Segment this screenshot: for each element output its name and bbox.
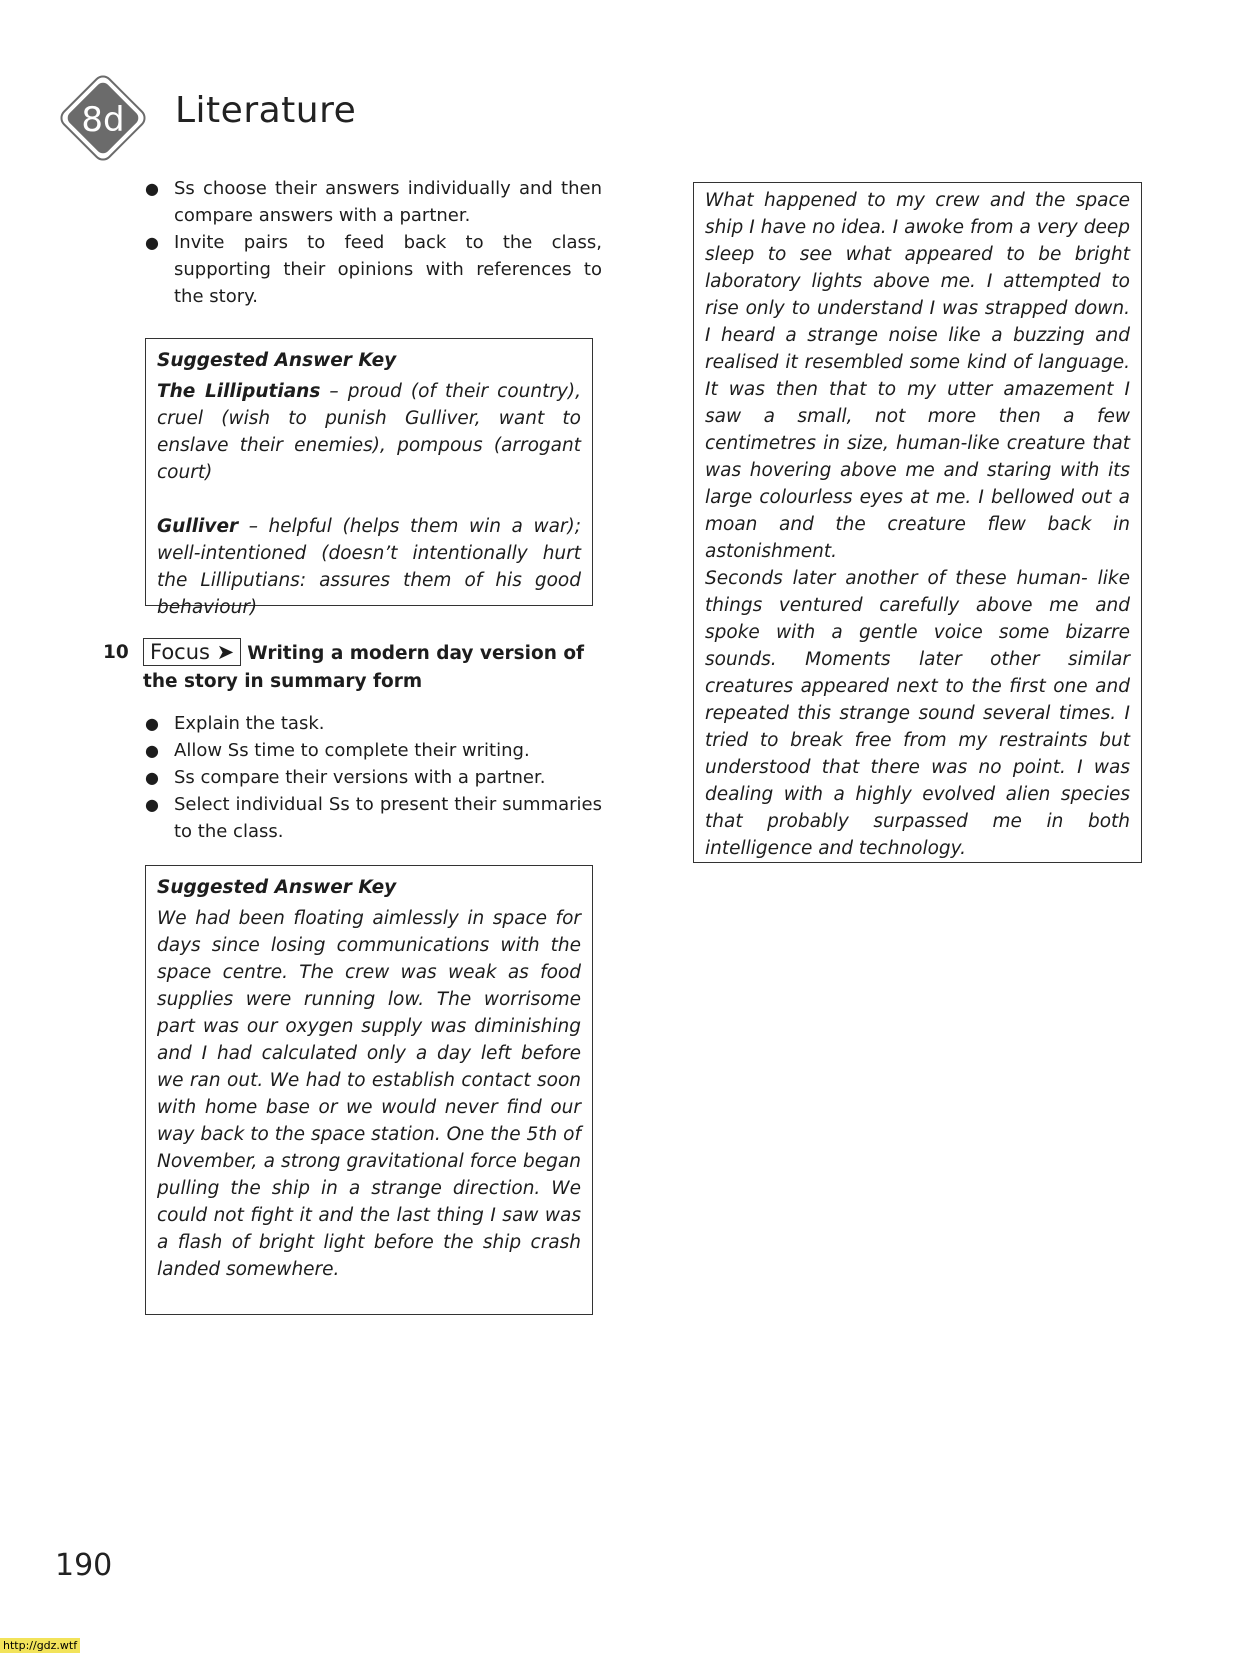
story-paragraph-2: Seconds later another of these human- like things ventured carefully above me and spoke with a gentle voice some bizarre sounds. Moments later other similar creatures appeared next to the first one and repeated this strange sound several times. I tried to break free from my restraints but understood that there was no point. I was dealing with a highly evolved alien species that probably surpassed me in both intelligence and technology. [705,568,1130,859]
answer-key-heading: Suggested Answer Key [157,877,397,898]
answer-paragraph-gulliver [157,513,581,621]
story-paragraph-1: What happened to my crew and the space ship I have no idea. I awoke from a very deep sleep to see what appeared to be bright laboratory lights above me. I attempted to rise only to understand I was strapped down. I heard a strange noise like a buzzing and realised it resembled some kind of language. It was then that to my utter amazement I saw a small, not more then a few centimetres in size, human-like creature that was hovering above me and staring with its large colourless eyes at me. I bellowed out a moan and the creature flew back in astonishment. [705,190,1130,562]
list-item: ● Select individual Ss to present their summaries to the class. [142,791,602,845]
diamond-badge-icon [55,70,151,166]
exercise-heading [143,638,605,696]
term-gulliver: Gulliver [157,516,239,537]
watermark: http://gdz.wtf [0,1638,80,1653]
unit-badge [55,70,151,166]
text-gulliver: – helpful (helps them win a war); well-intentioned (doesn’t intentionally hurt the Lilliputians: assures them of his good behaviour) [157,516,581,618]
term-lilliputians: The Lilliputians [157,381,321,402]
focus-tag: Focus ➤ [143,638,241,666]
answer-paragraph-lilliputians [157,378,581,486]
story-continuation-box [693,182,1142,863]
answer-key-box-1 [145,338,593,618]
list-item: ● Invite pairs to feed back to the class, supporting their opinions with references to the story. [142,229,602,310]
bullet-list-exercise-10 [142,710,602,845]
exercise-10 [95,638,605,696]
left-column [95,175,605,1315]
page-number: 190 [55,1548,113,1583]
bullet-list-top [142,175,602,310]
list-item: ● Explain the task. [142,710,602,737]
exercise-number: 10 [103,642,129,663]
unit-title: Literature [175,90,357,131]
answer-key-text: We had been floating aimlessly in space for days since losing communications with the space centre. The crew was weak as food supplies were running low. The worrisome part was our oxygen supply was diminishing and I had calculated only a day left before we ran out. We had to establish contact soon with home base or we would never find our way back to the space station. One the 5th of November, a strong gravitational force began pulling the ship in a strange direction. We could not fight it and the last thing I saw was a flash of bright light before the ship crash landed somewhere. [157,908,581,1280]
list-item: ● Ss choose their answers individually and then compare answers with a partner. [142,175,602,229]
list-item: ● Allow Ss time to complete their writing. [142,737,602,764]
answer-key-heading: Suggested Answer Key [157,350,397,371]
unit-number: 8d [81,100,125,140]
text-lilliputians: – proud (of their country), cruel (wish to punish Gulliver, want to enslave their enemies), pompous (arrogant court) [157,381,581,483]
answer-key-box-2 [145,865,593,1315]
exercise-title: Writing a modern day version of the story in summary form [143,643,585,692]
list-item: ● Ss compare their versions with a partner. [142,764,602,791]
